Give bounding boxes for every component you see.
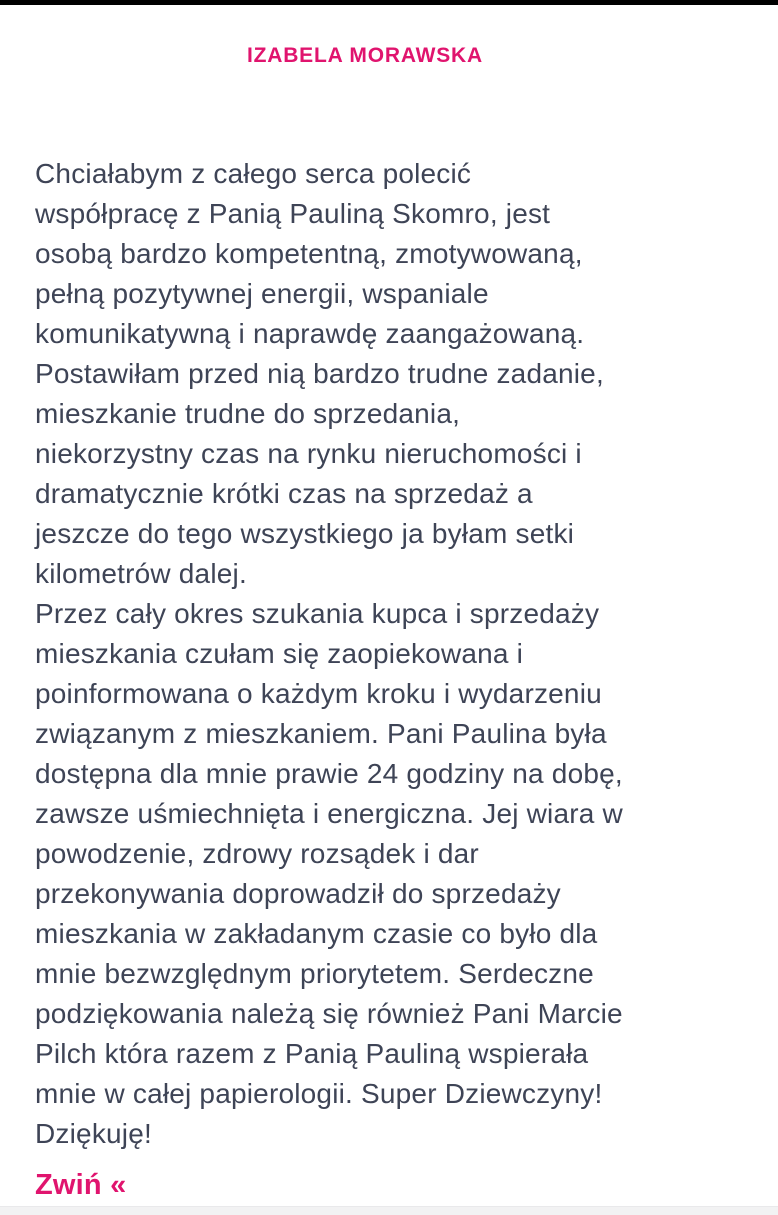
text-line: dostępna dla mnie prawie 24 godziny na dobę, — [35, 758, 623, 789]
text-line: mieszkanie trudne do sprzedania, — [35, 398, 461, 429]
testimonial-section — [0, 44, 778, 1205]
top-black-bar — [0, 0, 778, 5]
text-line: zawsze uśmiechnięta i energiczna. Jej wiara w — [35, 798, 623, 829]
text-line: mnie bezwzględnym priorytetem. Serdeczne — [35, 958, 594, 989]
text-line: poinformowana o każdym kroku i wydarzeniu — [35, 678, 602, 709]
text-line: Postawiłam przed nią bardzo trudne zadanie, — [35, 358, 604, 389]
testimonial-text — [35, 154, 695, 1154]
text-line: podziękowania należą się również Pani Marcie — [35, 998, 623, 1029]
text-line: Chciałabym z całego serca polecić — [35, 158, 472, 189]
text-line: przekonywania doprowadził do sprzedaży — [35, 878, 561, 909]
text-line: osobą bardzo kompetentną, zmotywowaną, — [35, 238, 583, 269]
text-line: mieszkania czułam się zaopiekowana i — [35, 638, 524, 669]
text-line: dramatycznie krótki czas na sprzedaż a — [35, 478, 533, 509]
text-line: mieszkania w zakładanym czasie co było dla — [35, 918, 598, 949]
text-line: pełną pozytywnej energii, wspaniale — [35, 278, 489, 309]
collapse-link[interactable]: Zwiń « — [35, 1169, 127, 1201]
text-line: niekorzystny czas na rynku nieruchomości i — [35, 438, 582, 469]
text-line: kilometrów dalej. — [35, 558, 247, 589]
text-line: współpracę z Panią Pauliną Skomro, jest — [35, 198, 551, 229]
text-line: mnie w całej papierologii. Super Dziewczyny! — [35, 1078, 603, 1109]
text-line: Dziękuję! — [35, 1118, 152, 1149]
text-line: Pilch która razem z Panią Pauliną wspierała — [35, 1038, 589, 1069]
testimonial-author-heading: IZABELA MORAWSKA — [246, 44, 483, 67]
next-section-strip — [0, 1206, 778, 1215]
text-line: jeszcze do tego wszystkiego ja byłam setki — [35, 518, 575, 549]
text-line: związanym z mieszkaniem. Pani Paulina była — [35, 718, 607, 749]
text-line: komunikatywną i naprawdę zaangażowaną. — [35, 318, 585, 349]
text-line: powodzenie, zdrowy rozsądek i dar — [35, 838, 479, 869]
text-line: Przez cały okres szukania kupca i sprzedaży — [35, 598, 600, 629]
